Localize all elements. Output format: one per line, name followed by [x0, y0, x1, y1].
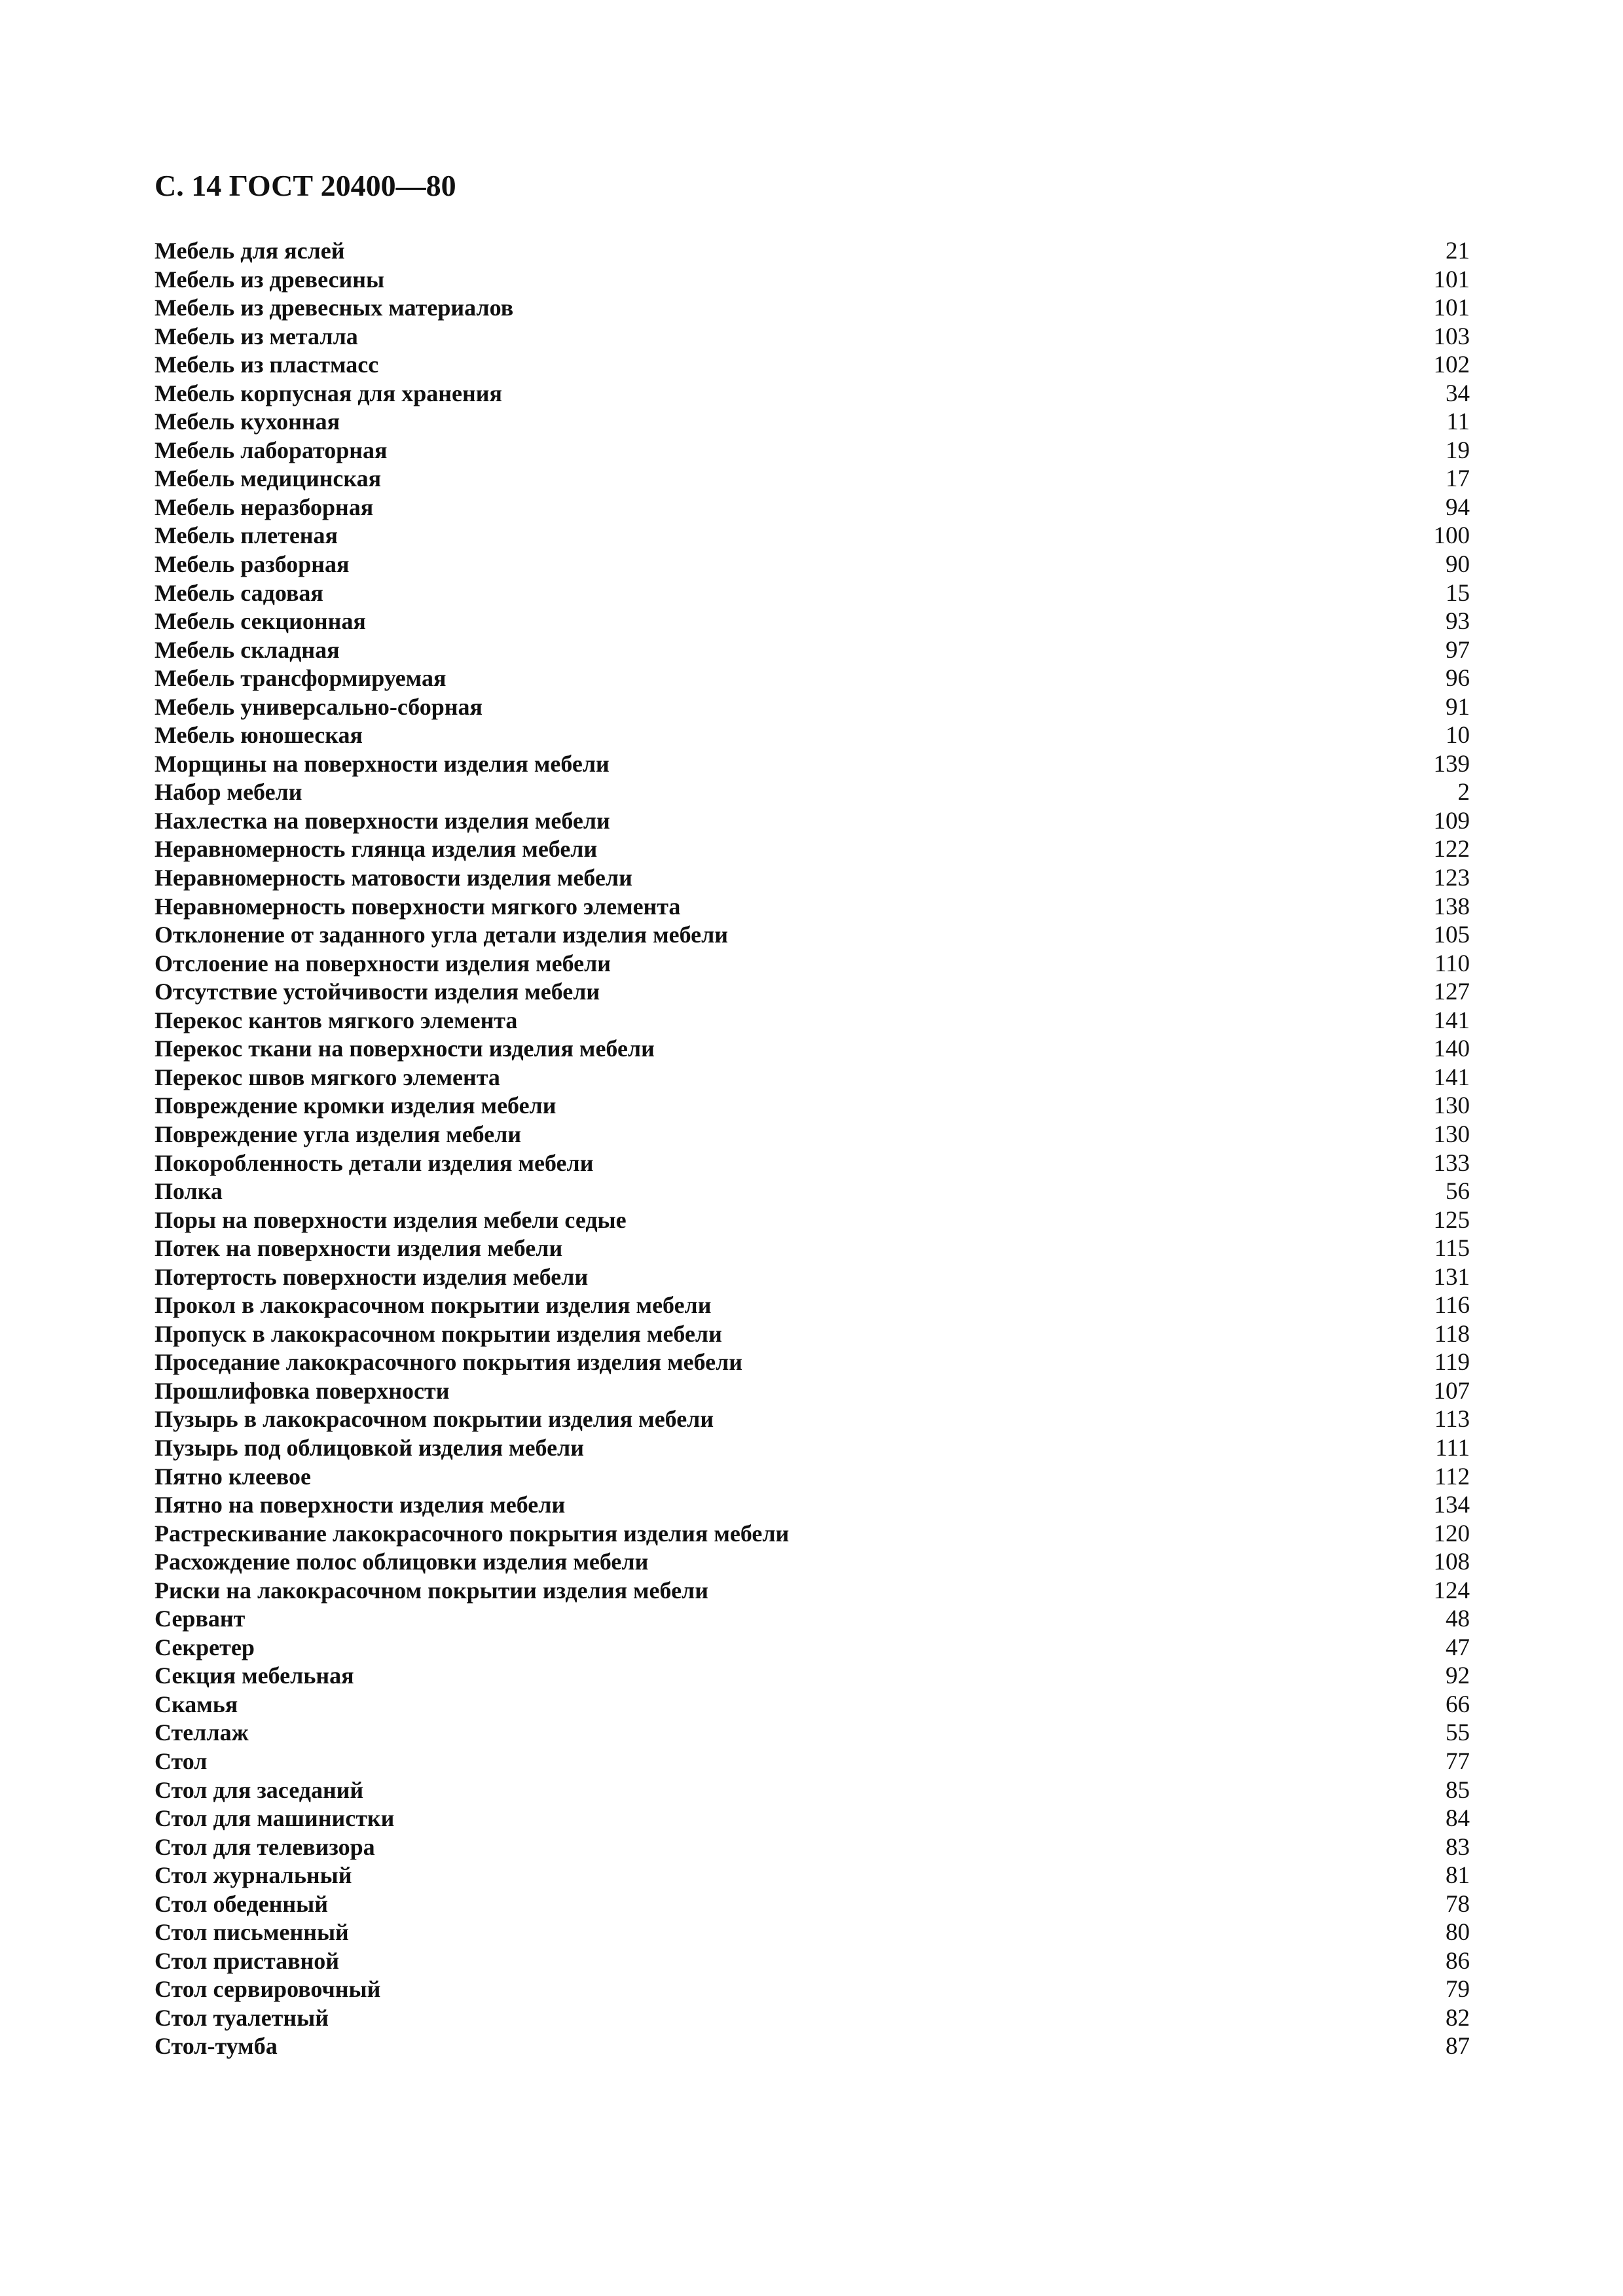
index-entry: [155, 1804, 1470, 1833]
index-entry: [155, 1947, 1470, 1976]
index-term-number: 94: [1446, 493, 1470, 521]
index-term-number: 141: [1433, 1007, 1470, 1034]
index-term-number: 34: [1446, 380, 1470, 407]
index-term-number: 10: [1446, 722, 1470, 749]
index-entry: [155, 864, 1470, 893]
index-term-number: 87: [1446, 2033, 1470, 2060]
index-term: Стол-тумба: [155, 2033, 278, 2060]
index-entry: [155, 1234, 1470, 1263]
index-entry: [155, 1491, 1470, 1520]
index-term-number: 113: [1434, 1406, 1470, 1433]
index-term: Повреждение кромки изделия мебели: [155, 1092, 556, 1119]
index-entry: [155, 266, 1470, 295]
index-term-number: 11: [1446, 408, 1470, 436]
index-term: Отклонение от заданного угла детали изделия мебели: [155, 922, 729, 948]
index-term: Стол приставной: [155, 1947, 339, 1974]
index-entry: [155, 1548, 1470, 1577]
index-term: Мебель из пластмасс: [155, 351, 379, 378]
index-term-number: 100: [1433, 522, 1470, 550]
index-term: Стол обеденный: [155, 1890, 329, 1917]
index-entry: [155, 493, 1470, 522]
index-term: Мебель плетеная: [155, 522, 338, 549]
index-term: Мебель трансформируемая: [155, 665, 447, 692]
index-entry: [155, 1092, 1470, 1121]
index-term-number: 2: [1457, 779, 1470, 806]
index-term: Мебель разборная: [155, 551, 350, 578]
index-term: Мебель садовая: [155, 579, 323, 606]
index-term-number: 120: [1433, 1520, 1470, 1547]
index-entry: [155, 1634, 1470, 1662]
index-entry: [155, 1463, 1470, 1492]
index-entry: [155, 1405, 1470, 1434]
index-term-number: 86: [1446, 1947, 1470, 1975]
index-term-number: 80: [1446, 1919, 1470, 1946]
index-term-number: 56: [1446, 1178, 1470, 1206]
index-term-number: 139: [1433, 750, 1470, 778]
index-term-number: 102: [1433, 351, 1470, 379]
index-term: Мебель для яслей: [155, 238, 345, 264]
index-term: Отсутствие устойчивости изделия мебели: [155, 978, 600, 1005]
index-term-number: 55: [1446, 1719, 1470, 1747]
index-term-number: 134: [1433, 1492, 1470, 1519]
index-term-number: 91: [1446, 693, 1470, 721]
index-term-number: 123: [1433, 865, 1470, 892]
index-entry: [155, 1975, 1470, 2004]
index-term: Пузырь под облицовкой изделия мебели: [155, 1434, 584, 1461]
index-entry: [155, 1605, 1470, 1634]
index-entry: [155, 465, 1470, 493]
index-entry: [155, 950, 1470, 978]
index-entry: [155, 550, 1470, 579]
index-term: Мебель из древесины: [155, 266, 385, 293]
index-term: Растрескивание лакокрасочного покрытия изделия мебели: [155, 1520, 790, 1547]
index-entry: [155, 380, 1470, 408]
index-entry: [155, 1348, 1470, 1377]
index-term: Набор мебели: [155, 779, 302, 806]
index-entry: [155, 607, 1470, 636]
index-term: Проседание лакокрасочного покрытия изделия мебели: [155, 1349, 743, 1376]
index-entry: [155, 1434, 1470, 1463]
index-entry: [155, 237, 1470, 266]
index-term: Мебель кухонная: [155, 408, 340, 435]
index-term-number: 122: [1433, 836, 1470, 863]
index-term: Мебель неразборная: [155, 493, 374, 520]
index-term-number: 66: [1446, 1691, 1470, 1718]
index-term: Поры на поверхности изделия мебели седые: [155, 1206, 627, 1233]
index-entry: [155, 1377, 1470, 1406]
index-term: Стол журнальный: [155, 1862, 352, 1889]
index-entry: [155, 1833, 1470, 1862]
index-term-number: 124: [1433, 1577, 1470, 1604]
index-term: Мебель универсально-сборная: [155, 693, 483, 720]
index-term: Скамья: [155, 1691, 238, 1717]
index-entry: [155, 579, 1470, 608]
index-term: Мебель секционная: [155, 608, 366, 635]
index-term-number: 130: [1433, 1092, 1470, 1120]
index-entry: [155, 1149, 1470, 1178]
index-entry: [155, 323, 1470, 351]
index-term: Прошлифовка поверхности: [155, 1377, 450, 1404]
index-term: Пятно клеевое: [155, 1463, 311, 1490]
index-term-number: 133: [1433, 1149, 1470, 1177]
index-entry: [155, 1748, 1470, 1776]
index-entry: [155, 1776, 1470, 1805]
index-term-number: 131: [1433, 1263, 1470, 1291]
index-entry: [155, 2004, 1470, 2033]
index-term: Мебель складная: [155, 636, 340, 663]
index-term-number: 85: [1446, 1776, 1470, 1804]
index-term-number: 107: [1433, 1377, 1470, 1405]
index-entry: [155, 807, 1470, 836]
index-term: Пузырь в лакокрасочном покрытии изделия мебели: [155, 1406, 714, 1433]
index-entry: [155, 664, 1470, 693]
index-entry: [155, 750, 1470, 779]
index-entry: [155, 921, 1470, 950]
index-term-number: 140: [1433, 1035, 1470, 1063]
index-term-number: 109: [1433, 807, 1470, 834]
index-term: Стол для машинистки: [155, 1805, 395, 1832]
index-entry: [155, 778, 1470, 807]
index-term: Перекос кантов мягкого элемента: [155, 1007, 518, 1033]
index-term-number: 141: [1433, 1064, 1470, 1091]
index-entry: [155, 636, 1470, 665]
index-term-number: 116: [1434, 1292, 1470, 1319]
index-entry: [155, 1121, 1470, 1149]
index-term-number: 105: [1433, 922, 1470, 949]
index-entry: [155, 294, 1470, 323]
index-entry: [155, 721, 1470, 750]
index-entry: [155, 1890, 1470, 1919]
index-term-number: 96: [1446, 665, 1470, 692]
index-term: Мебель лабораторная: [155, 437, 388, 463]
index-term-number: 90: [1446, 551, 1470, 579]
index-entry: [155, 1064, 1470, 1092]
index-entry: [155, 1719, 1470, 1748]
index-entry: [155, 693, 1470, 722]
index-term-number: 82: [1446, 2004, 1470, 2032]
index-term-number: 127: [1433, 978, 1470, 1006]
index-term-number: 118: [1434, 1320, 1470, 1348]
index-term-number: 81: [1446, 1862, 1470, 1890]
index-term: Отслоение на поверхности изделия мебели: [155, 950, 611, 977]
index-term: Нахлестка на поверхности изделия мебели: [155, 807, 610, 834]
index-entry: [155, 1206, 1470, 1235]
index-entry: [155, 1263, 1470, 1292]
index-term: Секретер: [155, 1634, 255, 1660]
index-entry: [155, 1662, 1470, 1691]
index-entry: [155, 2032, 1470, 2061]
index-term: Стол для телевизора: [155, 1833, 375, 1860]
index-term-number: 83: [1446, 1833, 1470, 1861]
index-entry: [155, 351, 1470, 380]
index-term-number: 47: [1446, 1634, 1470, 1661]
index-entry: [155, 1177, 1470, 1206]
index-term: Стол: [155, 1748, 208, 1774]
index-term: Пропуск в лакокрасочном покрытии изделия мебели: [155, 1320, 722, 1347]
index-term: Морщины на поверхности изделия мебели: [155, 750, 610, 777]
index-term-number: 112: [1434, 1463, 1470, 1490]
index-term: Прокол в лакокрасочном покрытии изделия мебели: [155, 1292, 712, 1319]
page-header: С. 14 ГОСТ 20400—80: [155, 169, 456, 202]
index-term-number: 77: [1446, 1748, 1470, 1775]
index-entry: [155, 1861, 1470, 1890]
index-term-number: 15: [1446, 579, 1470, 607]
index-entry: [155, 408, 1470, 437]
index-term: Неравномерность поверхности мягкого элемента: [155, 893, 681, 920]
index-term: Мебель юношеская: [155, 722, 363, 749]
index-entry: [155, 978, 1470, 1007]
index-term: Потек на поверхности изделия мебели: [155, 1235, 563, 1262]
index-term-number: 119: [1434, 1349, 1470, 1376]
index-term: Стеллаж: [155, 1719, 249, 1746]
index-term-number: 93: [1446, 608, 1470, 636]
index-term: Перекос ткани на поверхности изделия мебели: [155, 1035, 655, 1062]
index-term: Неравномерность глянца изделия мебели: [155, 836, 598, 863]
index-term: Пятно на поверхности изделия мебели: [155, 1492, 566, 1518]
index-term-number: 125: [1433, 1206, 1470, 1234]
index-term-number: 79: [1446, 1976, 1470, 2003]
index-entry: [155, 1691, 1470, 1719]
index-term: Перекос швов мягкого элемента: [155, 1064, 500, 1090]
index-term-number: 101: [1433, 266, 1470, 293]
index-term-number: 17: [1446, 465, 1470, 493]
index-term: Мебель из древесных материалов: [155, 295, 514, 321]
alphabetical-index-list: [155, 237, 1470, 2061]
index-term: Мебель корпусная для хранения: [155, 380, 502, 406]
index-entry: [155, 1577, 1470, 1605]
index-entry: [155, 893, 1470, 922]
index-term: Покоробленность детали изделия мебели: [155, 1149, 594, 1176]
index-term: Секция мебельная: [155, 1662, 354, 1689]
index-term: Мебель медицинская: [155, 465, 382, 492]
index-term-number: 48: [1446, 1605, 1470, 1633]
index-term-number: 138: [1433, 893, 1470, 920]
index-term-number: 84: [1446, 1805, 1470, 1833]
index-term: Стол туалетный: [155, 2004, 329, 2031]
index-entry: [155, 437, 1470, 465]
index-term-number: 130: [1433, 1121, 1470, 1148]
index-term-number: 103: [1433, 323, 1470, 350]
index-term-number: 19: [1446, 437, 1470, 464]
index-entry: [155, 1291, 1470, 1320]
index-term: Стол письменный: [155, 1919, 349, 1946]
index-term-number: 101: [1433, 295, 1470, 322]
index-term: Повреждение угла изделия мебели: [155, 1121, 522, 1147]
index-entry: [155, 1007, 1470, 1035]
index-entry: [155, 1035, 1470, 1064]
index-term: Стол для заседаний: [155, 1776, 364, 1803]
index-entry: [155, 1918, 1470, 1947]
index-term: Мебель из металла: [155, 323, 358, 350]
index-term: Риски на лакокрасочном покрытии изделия мебели: [155, 1577, 708, 1604]
index-term: Потертость поверхности изделия мебели: [155, 1263, 589, 1290]
index-term-number: 92: [1446, 1662, 1470, 1690]
index-term-number: 108: [1433, 1549, 1470, 1576]
index-term: Стол сервировочный: [155, 1976, 381, 2003]
index-term-number: 78: [1446, 1890, 1470, 1918]
index-term: Неравномерность матовости изделия мебели: [155, 865, 632, 891]
index-entry: [155, 835, 1470, 864]
index-entry: [155, 1520, 1470, 1549]
index-term: Сервант: [155, 1605, 246, 1632]
index-term-number: 111: [1435, 1434, 1470, 1462]
index-term: Расхождение полос облицовки изделия мебели: [155, 1549, 649, 1575]
index-term-number: 110: [1434, 950, 1470, 977]
index-entry: [155, 1320, 1470, 1349]
index-entry: [155, 522, 1470, 550]
index-term-number: 21: [1446, 238, 1470, 264]
index-term: Полка: [155, 1178, 223, 1205]
index-term-number: 115: [1434, 1235, 1470, 1263]
index-term-number: 97: [1446, 636, 1470, 664]
